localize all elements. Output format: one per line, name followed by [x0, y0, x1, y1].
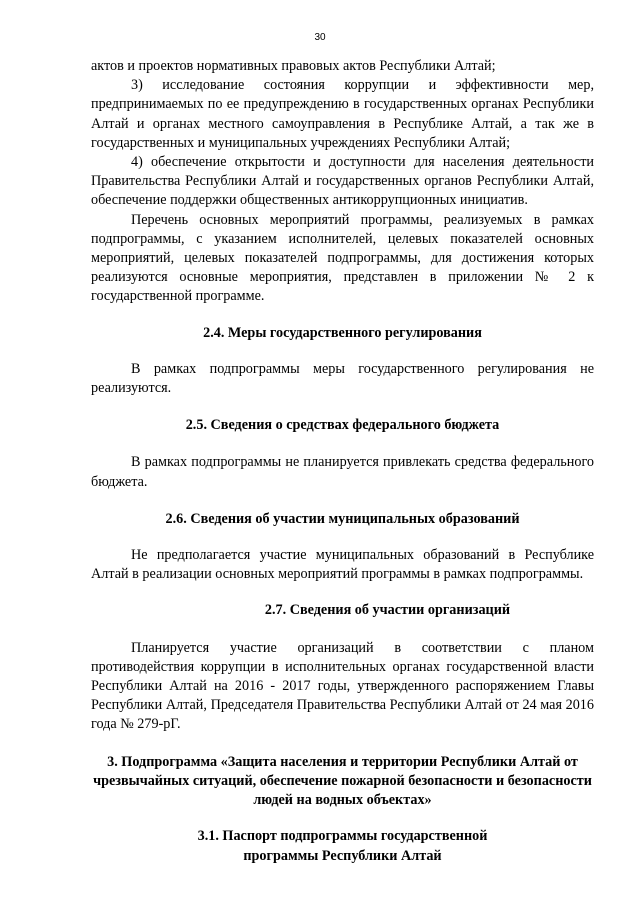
section-heading-3: 3. Подпрограмма «Защита населения и территории Республики Алтай от чрезвычайных ситуаций, обеспечение пожарной безопасности и безопасности людей на водных объектах»	[93, 753, 592, 809]
page-number: 30	[314, 32, 326, 43]
section-2-4-text: В рамках подпрограммы меры государственного регулирования не реализуются.	[91, 360, 594, 397]
section-2-7-text: Планируется участие организаций в соответствии с планом противодействия коррупции в исполнительных органах государственной власти Республики Алтай на 2016 - 2017 годы, утвержденного распоряжением Главы Республики Алтай, Председателя Правительства Республики Алтай от 24 мая 2016 года № 279-рГ.	[91, 639, 594, 733]
section-heading-2-4: 2.4. Меры государственного регулирования	[203, 324, 482, 341]
section-3-1-title-line2: программы Республики Алтай	[243, 847, 442, 864]
paragraph: Перечень основных мероприятий программы, реализуемых в рамках подпрограммы, с указанием исполнителей, целевых показателей основных мероприятий, целевых показателей подпрограммы, для достижения которых реализуются основные мероприятия, представлен в приложении № 2 к государственной программе.	[91, 211, 594, 305]
document-body	[91, 57, 594, 866]
section-2-5-text: В рамках подпрограммы не планируется привлекать средства федерального бюджета.	[91, 454, 594, 490]
section-heading-2-7: 2.7. Сведения об участии организаций	[264, 602, 511, 619]
section-heading-2-6: 2.6. Сведения об участии муниципальных образований	[165, 510, 520, 527]
paragraph: актов и проектов нормативных правовых актов Республики Алтай;	[91, 58, 496, 74]
section-heading-3-1	[91, 827, 594, 865]
paragraph: 4) обеспечение открытости и доступности для населения деятельности Правительства Республики Алтай и государственных органов Республики Алтай, обеспечение поддержки общественных антикоррупционных инициатив.	[91, 154, 594, 209]
section-2-6-text: Не предполагается участие муниципальных образований в Республике Алтай в реализации основных мероприятий программы в рамках подпрограммы.	[91, 547, 594, 583]
section-3-1-title-line1: 3.1. Паспорт подпрограммы государственной	[197, 828, 488, 845]
section-heading-2-5: 2.5. Сведения о средствах федерального бюджета	[185, 417, 500, 434]
paragraph: 3) исследование состояния коррупции и эффективности мер, предпринимаемых по ее предупреждению в государственных органах Республики Алтай и органах местного самоуправления в Республике Алтай, а так же в государственных и муниципальных учреждениях Республики Алтай;	[91, 77, 594, 151]
